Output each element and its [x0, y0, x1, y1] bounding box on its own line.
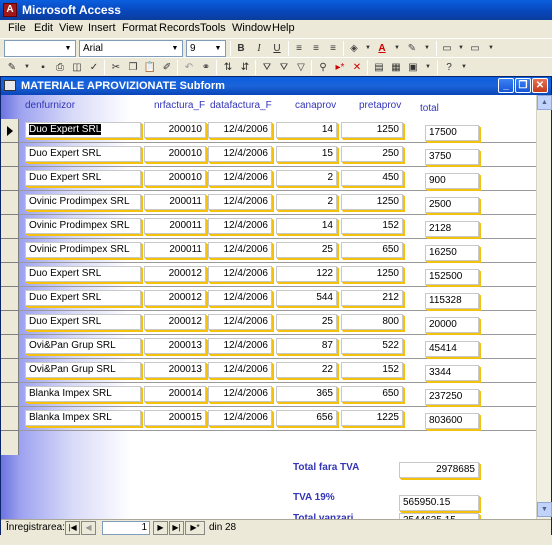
align-right-icon[interactable]: ≡	[330, 43, 336, 54]
nrfactura-field-value: 200010	[168, 172, 202, 183]
nrfactura-field-value: 200015	[168, 412, 202, 423]
total-field[interactable]	[425, 245, 479, 261]
denfurnizor-field[interactable]	[25, 170, 141, 186]
pretaprov-field[interactable]	[341, 338, 403, 354]
chevron-down-icon: ▼	[214, 45, 222, 52]
font-size-value: 9	[190, 43, 196, 54]
new-record-icon[interactable]: ▸*	[335, 62, 345, 73]
nrfactura-field-value: 200012	[168, 316, 202, 327]
record-divider	[19, 310, 536, 311]
toolbar-separator	[437, 60, 438, 75]
record-selector[interactable]	[1, 263, 19, 287]
scroll-down-icon[interactable]: ▼	[537, 502, 552, 517]
pretaprov-field-value: 1250	[376, 124, 399, 135]
chevron-down-icon: ▼	[171, 45, 179, 52]
total-field-value: 803600	[429, 415, 463, 426]
canaprov-field[interactable]	[276, 410, 337, 426]
datafactura-field-value: 12/4/2006	[223, 172, 268, 183]
database-window-icon[interactable]: ▦	[391, 62, 401, 73]
total-field-value: 45414	[429, 343, 457, 354]
record-divider	[19, 190, 536, 191]
denfurnizor-field-value: Ovi&Pan Grup SRL	[29, 340, 116, 351]
datafactura-field[interactable]	[208, 338, 272, 354]
pretaprov-field[interactable]	[341, 242, 403, 258]
record-selector[interactable]	[1, 431, 19, 455]
nrfactura-field[interactable]	[144, 122, 206, 138]
denfurnizor-field-value: Ovinic Prodimpex SRL	[29, 196, 130, 207]
chevron-down-icon[interactable]: ▼	[488, 45, 494, 51]
total-fara-tva-field[interactable]	[399, 462, 479, 478]
menu-edit[interactable]: Edit	[34, 22, 53, 34]
nrfactura-field[interactable]	[144, 146, 206, 162]
canaprov-field[interactable]	[276, 290, 337, 306]
italic-button[interactable]: I	[257, 43, 261, 54]
datafactura-field-value: 12/4/2006	[223, 124, 268, 135]
nrfactura-field-value: 200012	[168, 268, 202, 279]
pretaprov-field-value: 1225	[376, 412, 399, 423]
undo-icon[interactable]: ↶	[184, 62, 194, 73]
subform-window	[0, 76, 552, 545]
toolbar-separator	[230, 41, 231, 56]
paste-icon[interactable]: 📋	[143, 62, 157, 73]
datafactura-field[interactable]	[208, 290, 272, 306]
canaprov-field-value: 2	[327, 172, 333, 183]
record-selector[interactable]	[1, 215, 19, 239]
tva-label: TVA 19%	[293, 492, 335, 503]
nrfactura-field[interactable]	[144, 266, 206, 282]
datafactura-field-value: 12/4/2006	[223, 148, 268, 159]
nrfactura-field[interactable]	[144, 218, 206, 234]
toolbar-separator	[216, 60, 217, 75]
format-painter-icon[interactable]: ✐	[162, 62, 172, 73]
pretaprov-field[interactable]	[341, 386, 403, 402]
datafactura-field[interactable]	[208, 194, 272, 210]
total-field[interactable]	[425, 125, 479, 141]
line-color-icon[interactable]: ✎	[407, 43, 417, 54]
canaprov-field[interactable]	[276, 242, 337, 258]
first-record-button[interactable]: |◀	[65, 521, 80, 535]
chevron-down-icon[interactable]: ▼	[394, 45, 400, 51]
nrfactura-field-value: 200014	[168, 388, 202, 399]
denfurnizor-field[interactable]	[25, 338, 141, 354]
record-selector[interactable]	[1, 359, 19, 383]
denfurnizor-field[interactable]	[25, 290, 141, 306]
pretaprov-field-value: 650	[382, 244, 399, 255]
record-divider	[19, 382, 536, 383]
datafactura-field[interactable]	[208, 266, 272, 282]
canaprov-field[interactable]	[276, 314, 337, 330]
pretaprov-field[interactable]	[341, 194, 403, 210]
restore-button[interactable]: ❐	[515, 78, 531, 93]
menu-bar	[0, 20, 552, 38]
minimize-button[interactable]: _	[498, 78, 514, 93]
record-selector[interactable]	[1, 287, 19, 311]
of-label: din	[209, 522, 223, 533]
nrfactura-field[interactable]	[144, 314, 206, 330]
next-record-button[interactable]: ▶	[153, 521, 168, 535]
denfurnizor-field[interactable]	[25, 386, 141, 402]
denfurnizor-field[interactable]	[25, 194, 141, 210]
bold-button[interactable]: B	[237, 43, 245, 54]
pretaprov-field[interactable]	[341, 266, 403, 282]
denfurnizor-field[interactable]	[25, 218, 141, 234]
datafactura-field-value: 12/4/2006	[223, 388, 268, 399]
record-divider	[19, 214, 536, 215]
record-selector[interactable]	[1, 167, 19, 191]
menu-file[interactable]: File	[8, 22, 26, 34]
datafactura-field-value: 12/4/2006	[223, 268, 268, 279]
cut-icon[interactable]: ✂	[111, 62, 121, 73]
datafactura-field-value: 12/4/2006	[223, 364, 268, 375]
denfurnizor-field[interactable]	[25, 122, 141, 138]
nrfactura-field[interactable]	[144, 386, 206, 402]
toolbar-separator	[367, 60, 368, 75]
canaprov-field[interactable]	[276, 338, 337, 354]
datafactura-field[interactable]	[208, 386, 272, 402]
subform-title: MATERIALE APROVIZIONATE Subform	[21, 80, 225, 92]
header-pretaprov: pretaprov	[359, 100, 402, 111]
filter-by-form-icon[interactable]: ⛛	[279, 62, 289, 73]
formatting-toolbar	[0, 38, 552, 58]
canaprov-field-value: 25	[321, 316, 333, 327]
nrfactura-field-value: 200011	[169, 220, 202, 231]
current-record-input[interactable]: 1	[102, 521, 150, 535]
chevron-down-icon[interactable]: ▼	[365, 45, 371, 51]
denfurnizor-field-value: Duo Expert SRL	[29, 292, 102, 303]
pretaprov-field-value: 152	[382, 364, 399, 375]
canaprov-field[interactable]	[276, 194, 337, 210]
header-datafactura: datafactura_F	[210, 100, 272, 111]
view-icon[interactable]: ✎	[7, 62, 17, 73]
denfurnizor-field-value: Blanka Impex SRL	[29, 412, 112, 423]
record-selector[interactable]	[1, 407, 19, 431]
menu-window[interactable]: Window	[232, 22, 272, 34]
record-divider	[19, 286, 536, 287]
pretaprov-field[interactable]	[341, 122, 403, 138]
total-field-value: 16250	[429, 247, 457, 258]
menu-records[interactable]: Records	[159, 22, 200, 34]
app-title: Microsoft Access	[22, 3, 121, 17]
nrfactura-field[interactable]	[144, 410, 206, 426]
underline-button[interactable]: U	[273, 43, 281, 54]
properties-icon[interactable]: ▤	[374, 62, 384, 73]
form-icon	[4, 80, 16, 91]
print-icon[interactable]: ⎙	[56, 62, 64, 73]
canaprov-field-value: 365	[316, 388, 333, 399]
total-field[interactable]	[425, 221, 479, 237]
total-field[interactable]	[425, 173, 479, 189]
font-size-combo[interactable]	[186, 40, 226, 57]
apply-filter-icon[interactable]: ▽	[297, 62, 305, 73]
align-center-icon[interactable]: ≡	[313, 43, 319, 54]
nrfactura-field-value: 200010	[168, 124, 202, 135]
denfurnizor-field[interactable]	[25, 314, 141, 330]
new-object-icon[interactable]: ▣	[408, 62, 418, 73]
help-icon[interactable]: ?	[446, 62, 452, 73]
pretaprov-field[interactable]	[341, 218, 403, 234]
new-record-button[interactable]: ▶*	[185, 521, 205, 535]
fill-color-icon[interactable]: ◈	[350, 43, 358, 54]
record-divider	[19, 142, 536, 143]
record-count: 28	[225, 522, 237, 533]
denfurnizor-field-value: Ovi&Pan Grup SRL	[29, 364, 116, 375]
total-field[interactable]	[425, 413, 479, 429]
toolbar-separator	[343, 41, 344, 56]
datafactura-field-value: 12/4/2006	[223, 340, 268, 351]
save-icon[interactable]: ▪	[41, 62, 45, 73]
pretaprov-field-value: 522	[382, 340, 399, 351]
total-field[interactable]	[425, 365, 479, 381]
header-denfurnizor: denfurnizor	[25, 100, 76, 111]
object-combo[interactable]	[4, 40, 76, 57]
datafactura-field[interactable]	[208, 410, 272, 426]
total-field[interactable]	[425, 149, 479, 165]
datafactura-field-value: 12/4/2006	[223, 220, 268, 231]
record-divider	[19, 238, 536, 239]
canaprov-field-value: 14	[321, 124, 333, 135]
toolbar-separator	[255, 60, 256, 75]
tva-field[interactable]	[399, 495, 479, 511]
canaprov-field-value: 87	[321, 340, 333, 351]
datafactura-field[interactable]	[208, 362, 272, 378]
canaprov-field-value: 22	[321, 364, 333, 375]
pretaprov-field[interactable]	[341, 410, 403, 426]
align-left-icon[interactable]: ≡	[296, 43, 302, 54]
total-field-value: 900	[429, 175, 446, 186]
pretaprov-field-value: 1250	[376, 268, 399, 279]
record-selector[interactable]	[1, 335, 19, 359]
datafactura-field-value: 12/4/2006	[223, 196, 268, 207]
line-style-icon[interactable]: ▭	[470, 43, 480, 54]
record-selector[interactable]	[1, 383, 19, 407]
total-field[interactable]	[425, 317, 479, 333]
record-selector-column	[1, 119, 19, 455]
pretaprov-field[interactable]	[341, 362, 403, 378]
total-field-value: 152500	[429, 271, 463, 282]
previous-record-button[interactable]: ◀	[81, 521, 96, 535]
denfurnizor-field[interactable]	[25, 410, 141, 426]
chevron-down-icon: ▼	[64, 45, 72, 52]
nrfactura-field[interactable]	[144, 290, 206, 306]
pretaprov-field[interactable]	[341, 290, 403, 306]
pretaprov-field-value: 250	[382, 148, 399, 159]
toolbar-separator	[104, 60, 105, 75]
record-label: Înregistrarea:	[6, 522, 65, 533]
pretaprov-field-value: 152	[382, 220, 399, 231]
record-selector[interactable]	[1, 239, 19, 263]
menu-insert[interactable]: Insert	[88, 22, 116, 34]
total-field-value: 3344	[429, 367, 452, 378]
chevron-down-icon[interactable]: ▼	[424, 45, 430, 51]
pretaprov-field-value: 212	[382, 292, 399, 303]
canaprov-field[interactable]	[276, 170, 337, 186]
record-divider	[19, 358, 536, 359]
chevron-down-icon[interactable]: ▼	[24, 64, 30, 70]
print-preview-icon[interactable]: ◫	[72, 62, 82, 73]
canaprov-field[interactable]	[276, 146, 337, 162]
total-field[interactable]	[425, 341, 479, 357]
total-fara-tva-label: Total fara TVA	[293, 462, 360, 473]
denfurnizor-field[interactable]	[25, 362, 141, 378]
total-field[interactable]	[425, 293, 479, 309]
total-fara-tva-value: 2978685	[436, 464, 475, 475]
nrfactura-field[interactable]	[144, 362, 206, 378]
form-body	[1, 95, 536, 519]
denfurnizor-field-value: Duo Expert SRL	[29, 268, 102, 279]
header-total: total	[420, 103, 439, 114]
total-field[interactable]	[425, 197, 479, 213]
denfurnizor-field-value: Ovinic Prodimpex SRL	[29, 244, 130, 255]
delete-record-icon[interactable]: ✕	[352, 62, 362, 73]
total-field-value: 20000	[429, 319, 457, 330]
pretaprov-field-value: 1250	[376, 196, 399, 207]
pretaprov-field[interactable]	[341, 146, 403, 162]
standard-toolbar	[0, 57, 552, 77]
menu-view[interactable]: View	[59, 22, 83, 34]
font-color-icon[interactable]: A	[378, 43, 386, 54]
filter-by-selection-icon[interactable]: ⛛	[262, 62, 272, 73]
canaprov-field[interactable]	[276, 218, 337, 234]
datafactura-field-value: 12/4/2006	[223, 244, 268, 255]
app-titlebar	[0, 0, 552, 20]
canaprov-field-value: 2	[327, 196, 333, 207]
sort-descending-icon[interactable]: ⇵	[240, 62, 250, 73]
copy-icon[interactable]: ❐	[128, 62, 138, 73]
canaprov-field-value: 544	[316, 292, 333, 303]
datafactura-field[interactable]	[208, 218, 272, 234]
canaprov-field-value: 656	[316, 412, 333, 423]
denfurnizor-field-value: Ovinic Prodimpex SRL	[29, 220, 130, 231]
sort-ascending-icon[interactable]: ⇅	[223, 62, 233, 73]
nrfactura-field-value: 200010	[168, 148, 202, 159]
denfurnizor-field-value: Blanka Impex SRL	[29, 388, 112, 399]
spelling-icon[interactable]: ✓	[89, 62, 99, 73]
denfurnizor-field[interactable]	[25, 242, 141, 258]
datafactura-field[interactable]	[208, 170, 272, 186]
record-divider	[19, 262, 536, 263]
menu-tools[interactable]: Tools	[200, 22, 226, 34]
toolbar-separator	[311, 60, 312, 75]
menu-format[interactable]: Format	[122, 22, 157, 34]
subform-titlebar	[1, 77, 551, 95]
total-field-value: 2500	[429, 199, 452, 210]
denfurnizor-field-value: Duo Expert SRL	[29, 148, 102, 159]
nrfactura-field-value: 200012	[168, 292, 202, 303]
font-combo[interactable]	[79, 40, 183, 57]
record-selector[interactable]	[1, 191, 19, 215]
total-field-value: 3750	[429, 151, 452, 162]
chevron-down-icon[interactable]: ▼	[458, 45, 464, 51]
nrfactura-field-value: 200011	[169, 244, 202, 255]
denfurnizor-field[interactable]	[25, 146, 141, 162]
datafactura-field-value: 12/4/2006	[223, 316, 268, 327]
record-divider	[19, 166, 536, 167]
canaprov-field[interactable]	[276, 266, 337, 282]
nrfactura-field-value: 200013	[168, 340, 202, 351]
denfurnizor-field-value: Duo Expert SRL	[29, 316, 102, 327]
pretaprov-field-value: 450	[382, 172, 399, 183]
vertical-scrollbar[interactable]	[536, 95, 551, 519]
toolbar-separator	[288, 41, 289, 56]
find-icon[interactable]: ⚲	[319, 62, 327, 73]
total-field-value: 115328	[429, 295, 462, 306]
total-field-value: 2128	[429, 223, 452, 234]
total-field[interactable]	[425, 389, 479, 405]
hyperlink-icon[interactable]: ⚭	[201, 62, 211, 73]
header-nrfactura: nrfactura_F	[154, 100, 206, 111]
pretaprov-field[interactable]	[341, 314, 403, 330]
record-selector[interactable]	[1, 143, 19, 167]
nrfactura-field[interactable]	[144, 194, 206, 210]
datafactura-field-value: 12/4/2006	[223, 412, 268, 423]
datafactura-field[interactable]	[208, 242, 272, 258]
tva-value: 565950.15	[403, 497, 451, 508]
canaprov-field-value: 15	[321, 148, 333, 159]
canaprov-field[interactable]	[276, 386, 337, 402]
canaprov-field-value: 14	[321, 220, 333, 231]
record-selector[interactable]	[1, 119, 19, 143]
nrfactura-field[interactable]	[144, 242, 206, 258]
denfurnizor-field-value: Duo Expert SRL	[29, 124, 102, 135]
access-key-icon: A	[3, 3, 17, 17]
pretaprov-field[interactable]	[341, 170, 403, 186]
total-field[interactable]	[425, 269, 479, 285]
column-header	[19, 95, 536, 119]
datafactura-field[interactable]	[208, 122, 272, 138]
pretaprov-field-value: 650	[382, 388, 399, 399]
menu-help[interactable]: Help	[272, 22, 295, 34]
record-navigation-bar	[1, 519, 551, 536]
datafactura-field[interactable]	[208, 146, 272, 162]
chevron-down-icon[interactable]: ▼	[425, 64, 431, 70]
nrfactura-field-value: 200013	[168, 364, 202, 375]
header-canaprov: canaprov	[295, 100, 337, 111]
scroll-up-icon[interactable]: ▲	[537, 95, 552, 110]
denfurnizor-field[interactable]	[25, 266, 141, 282]
toolbar-separator	[177, 60, 178, 75]
border-width-icon[interactable]: ▭	[442, 43, 452, 54]
close-button[interactable]: ✕	[532, 78, 548, 93]
record-divider	[19, 334, 536, 335]
record-divider	[19, 430, 536, 431]
record-divider	[19, 406, 536, 407]
chevron-down-icon[interactable]: ▼	[461, 64, 467, 70]
datafactura-field-value: 12/4/2006	[223, 292, 268, 303]
canaprov-field-value: 25	[321, 244, 333, 255]
font-combo-value: Arial	[83, 43, 104, 54]
pretaprov-field-value: 800	[382, 316, 399, 327]
canaprov-field[interactable]	[276, 362, 337, 378]
nrfactura-field-value: 200011	[169, 196, 202, 207]
datafactura-field[interactable]	[208, 314, 272, 330]
toolbar-separator	[436, 41, 437, 56]
denfurnizor-field-value: Duo Expert SRL	[29, 172, 102, 183]
total-field-value: 237250	[429, 391, 463, 402]
nrfactura-field[interactable]	[144, 338, 206, 354]
record-selector[interactable]	[1, 311, 19, 335]
status-bar	[0, 535, 552, 545]
nrfactura-field[interactable]	[144, 170, 206, 186]
last-record-button[interactable]: ▶|	[169, 521, 184, 535]
canaprov-field-value: 122	[316, 268, 333, 279]
total-field-value: 17500	[429, 127, 457, 138]
canaprov-field[interactable]	[276, 122, 337, 138]
